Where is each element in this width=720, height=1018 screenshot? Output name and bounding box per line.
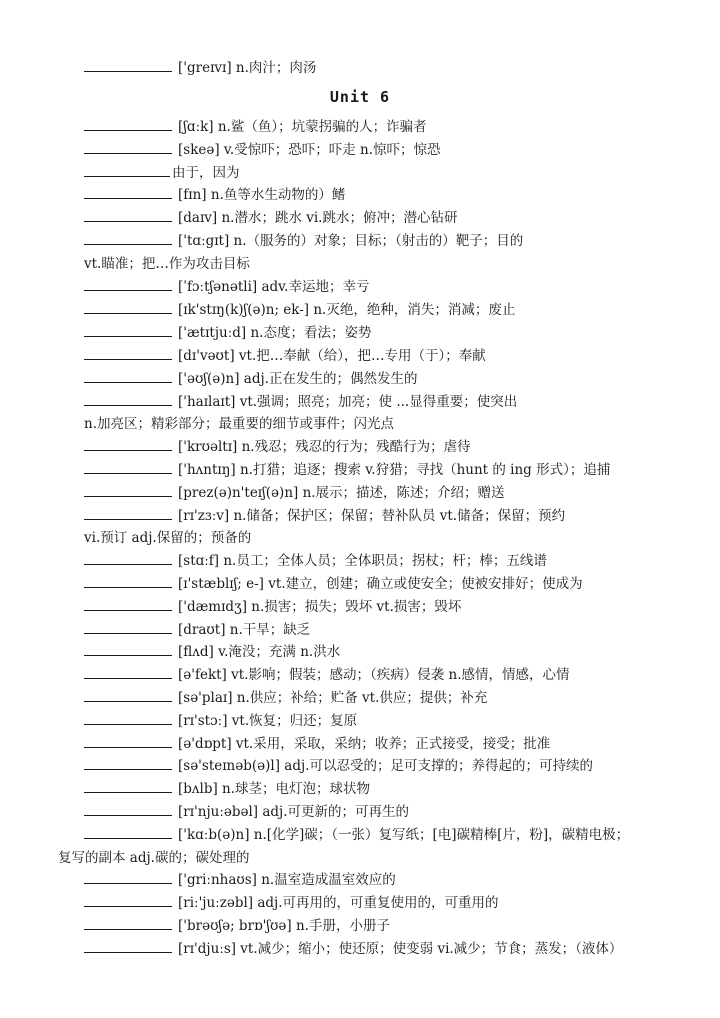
- vocab-entry: [84, 507, 694, 525]
- answer-blank[interactable]: [84, 689, 172, 702]
- vocab-entry: [84, 712, 694, 730]
- answer-blank[interactable]: [84, 803, 172, 816]
- entry-text: [riː'juːzəbl] adj.可再用的，可重复使用的，可重用的: [178, 895, 499, 911]
- answer-blank[interactable]: [84, 484, 172, 497]
- entry-text: [rɪ'njuːəbəl] adj.可更新的；可再生的: [178, 804, 410, 820]
- entry-text: [stɑːf] n.员工；全体人员；全体职员；拐杖；杆；棒；五线谱: [178, 553, 547, 569]
- vocab-entry: [84, 186, 694, 204]
- vocab-entry: [84, 370, 694, 388]
- answer-blank[interactable]: [84, 461, 172, 474]
- vocab-entry: [84, 757, 694, 775]
- vocab-entry: [84, 118, 694, 136]
- entry-text: ['krʊəltɪ] n.残忍；残忍的行为；残酷行为；虐待: [178, 439, 471, 455]
- answer-blank[interactable]: [84, 643, 172, 656]
- answer-blank[interactable]: [84, 735, 172, 748]
- entry-text: 由于，因为: [172, 165, 240, 181]
- entry-continuation: vt.瞄准；把…作为攻击目标: [84, 256, 250, 272]
- answer-blank[interactable]: [84, 666, 172, 679]
- answer-blank[interactable]: [84, 894, 172, 907]
- answer-blank[interactable]: [84, 552, 172, 565]
- vocab-entry: [84, 735, 694, 753]
- answer-blank[interactable]: [84, 757, 172, 770]
- answer-blank[interactable]: [84, 438, 172, 451]
- vocab-entry: [84, 552, 694, 570]
- answer-blank[interactable]: [84, 232, 172, 245]
- entry-text: ['tɑːgɪt] n.（服务的）对象；目标；（射击的）靶子；目的: [178, 233, 524, 249]
- entry-text: [ɪ'stæblɪʃ; e-] vt.建立，创建；确立或使安全；使被安排好；使成为: [178, 576, 583, 592]
- vocab-entry: [84, 324, 694, 342]
- answer-blank[interactable]: [84, 186, 172, 199]
- vocab-entry: [84, 301, 694, 319]
- vocab-entry: [84, 689, 694, 707]
- entry-text: [ɪk'stɪŋ(k)ʃ(ə)n; ek-] n.灭绝，绝种，消失；消减；废止: [178, 302, 516, 318]
- entry-text: [rɪ'djuːs] vt.减少；缩小；使还原；使变弱 vi.减少；节食；蒸发；（液体）: [178, 941, 623, 957]
- answer-blank[interactable]: [84, 118, 172, 131]
- vocab-entry: [84, 164, 694, 182]
- answer-blank[interactable]: [84, 301, 172, 314]
- vocab-entry: [84, 826, 694, 844]
- vocab-entry: [84, 871, 694, 889]
- entry-text: ['griːnhaʊs] n.温室造成温室效应的: [178, 872, 396, 888]
- answer-blank[interactable]: [84, 507, 172, 520]
- vocab-entry: [84, 940, 694, 958]
- entry-text: [ʃɑːk] n.鲨（鱼）；坑蒙拐骗的人；诈骗者: [178, 119, 427, 135]
- entry-text: [ə'dɒpt] vt.采用，采取，采纳；收养；正式接受，接受；批准: [178, 736, 551, 752]
- entry-text: [sə'steɪnəb(ə)l] adj.可以忍受的；足可支撑的；养得起的；可持续的: [178, 758, 593, 774]
- answer-blank[interactable]: [84, 940, 172, 953]
- answer-blank[interactable]: [84, 370, 172, 383]
- entry-text: ['hʌntɪŋ] n.打猎；追逐；搜索 v.狩猎；寻找（hunt 的 ing 形式）；追捕: [178, 462, 611, 478]
- vocab-entry: [84, 347, 694, 365]
- entry-text: ['kɑːb(ə)n] n.[化学]碳；（一张）复写纸；[电]碳精棒[片，粉]，碳精电极；: [178, 827, 630, 843]
- vocab-entry: [84, 484, 694, 502]
- answer-blank[interactable]: [84, 59, 172, 72]
- entry-text: [ə'fekt] vt.影响；假装；感动；（疾病）侵袭 n.感情，情感，心情: [178, 667, 570, 683]
- vocab-entry: [84, 666, 694, 684]
- entry-text: [skeə] v.受惊吓；恐吓；吓走 n.惊吓；惊恐: [178, 142, 441, 158]
- entry-text: ['brəʊʃə; brɒ'ʃʊə] n.手册，小册子: [178, 918, 390, 934]
- vocab-entry: [84, 461, 694, 479]
- answer-blank[interactable]: [84, 575, 172, 588]
- entry-text: [sə'plaɪ] n.供应；补给；贮备 vt.供应；提供；补充: [178, 690, 488, 706]
- vocab-entry: [84, 59, 694, 77]
- answer-blank[interactable]: [84, 393, 172, 406]
- vocab-entry: [84, 621, 694, 639]
- entry-text: ['əʊʃ(ə)n] adj.正在发生的；偶然发生的: [178, 371, 418, 387]
- vocab-entry: [84, 575, 694, 593]
- answer-blank[interactable]: [84, 871, 172, 884]
- answer-blank[interactable]: [84, 621, 172, 634]
- unit-title: Unit 6: [329, 88, 391, 106]
- vocab-entry: [84, 917, 694, 935]
- entry-text: [draʊt] n.干旱；缺乏: [178, 622, 311, 638]
- entry-text: [flʌd] v.淹没；充满 n.洪水: [178, 644, 341, 660]
- entry-text: [ˈfɔːtʃənətli] adv.幸运地；幸亏: [178, 279, 370, 295]
- entry-text: ['dæmɪdʒ] n.损害；损失；毁坏 vt.损害；毁坏: [178, 599, 462, 615]
- entry-text: [fɪn] n.鱼等水生动物的）鳍: [178, 187, 346, 203]
- entry-text: ['ætɪtjuːd] n.态度；看法；姿势: [178, 325, 372, 341]
- vocab-entry: [84, 780, 694, 798]
- vocab-entry: [84, 894, 694, 912]
- answer-blank[interactable]: [84, 712, 172, 725]
- entry-continuation: vi.预订 adj.保留的；预备的: [84, 530, 252, 546]
- vocab-entry: [84, 209, 694, 227]
- vocab-entry: [84, 393, 694, 411]
- vocab-entry: [84, 232, 694, 250]
- answer-blank[interactable]: [84, 209, 172, 222]
- answer-blank[interactable]: [84, 826, 172, 839]
- entry-text: [rɪ'zɜːv] n.储备；保护区；保留；替补队员 vt.储备；保留；预约: [178, 508, 566, 524]
- entry-text: [bʌlb] n.球茎；电灯泡；球状物: [178, 781, 371, 797]
- entry-text: [daɪv] n.潜水；跳水 vi.跳水；俯冲；潜心钻研: [178, 210, 458, 226]
- answer-blank[interactable]: [84, 780, 172, 793]
- vocab-entry: [84, 643, 694, 661]
- vocab-entry: [84, 598, 694, 616]
- entry-continuation: n.加亮区；精彩部分；最重要的细节或事件；闪光点: [84, 416, 394, 432]
- vocab-entry: [84, 803, 694, 821]
- answer-blank[interactable]: [84, 164, 170, 177]
- vocab-entry: [84, 278, 694, 296]
- answer-blank[interactable]: [84, 324, 172, 337]
- answer-blank[interactable]: [84, 917, 172, 930]
- entry-text: ['greɪvɪ] n.肉汁；肉汤: [178, 60, 317, 76]
- answer-blank[interactable]: [84, 347, 172, 360]
- answer-blank[interactable]: [84, 598, 172, 611]
- answer-blank[interactable]: [84, 141, 172, 154]
- answer-blank[interactable]: [84, 278, 172, 291]
- entry-text: ['haɪlaɪt] vt.强调；照亮；加亮；使 ...显得重要；使突出: [178, 394, 518, 410]
- entry-text: [rɪ'stɔː] vt.恢复；归还；复原: [178, 713, 358, 729]
- entry-text: [prez(ə)n'teɪʃ(ə)n] n.展示；描述，陈述；介绍；赠送: [178, 485, 505, 501]
- entry-continuation: 复写的副本 adj.碳的；碳处理的: [58, 850, 250, 866]
- vocab-entry: [84, 141, 694, 159]
- entry-text: [dɪ'vəʊt] vt.把…奉献（给），把…专用（于）；奉献: [178, 348, 486, 364]
- vocab-entry: [84, 438, 694, 456]
